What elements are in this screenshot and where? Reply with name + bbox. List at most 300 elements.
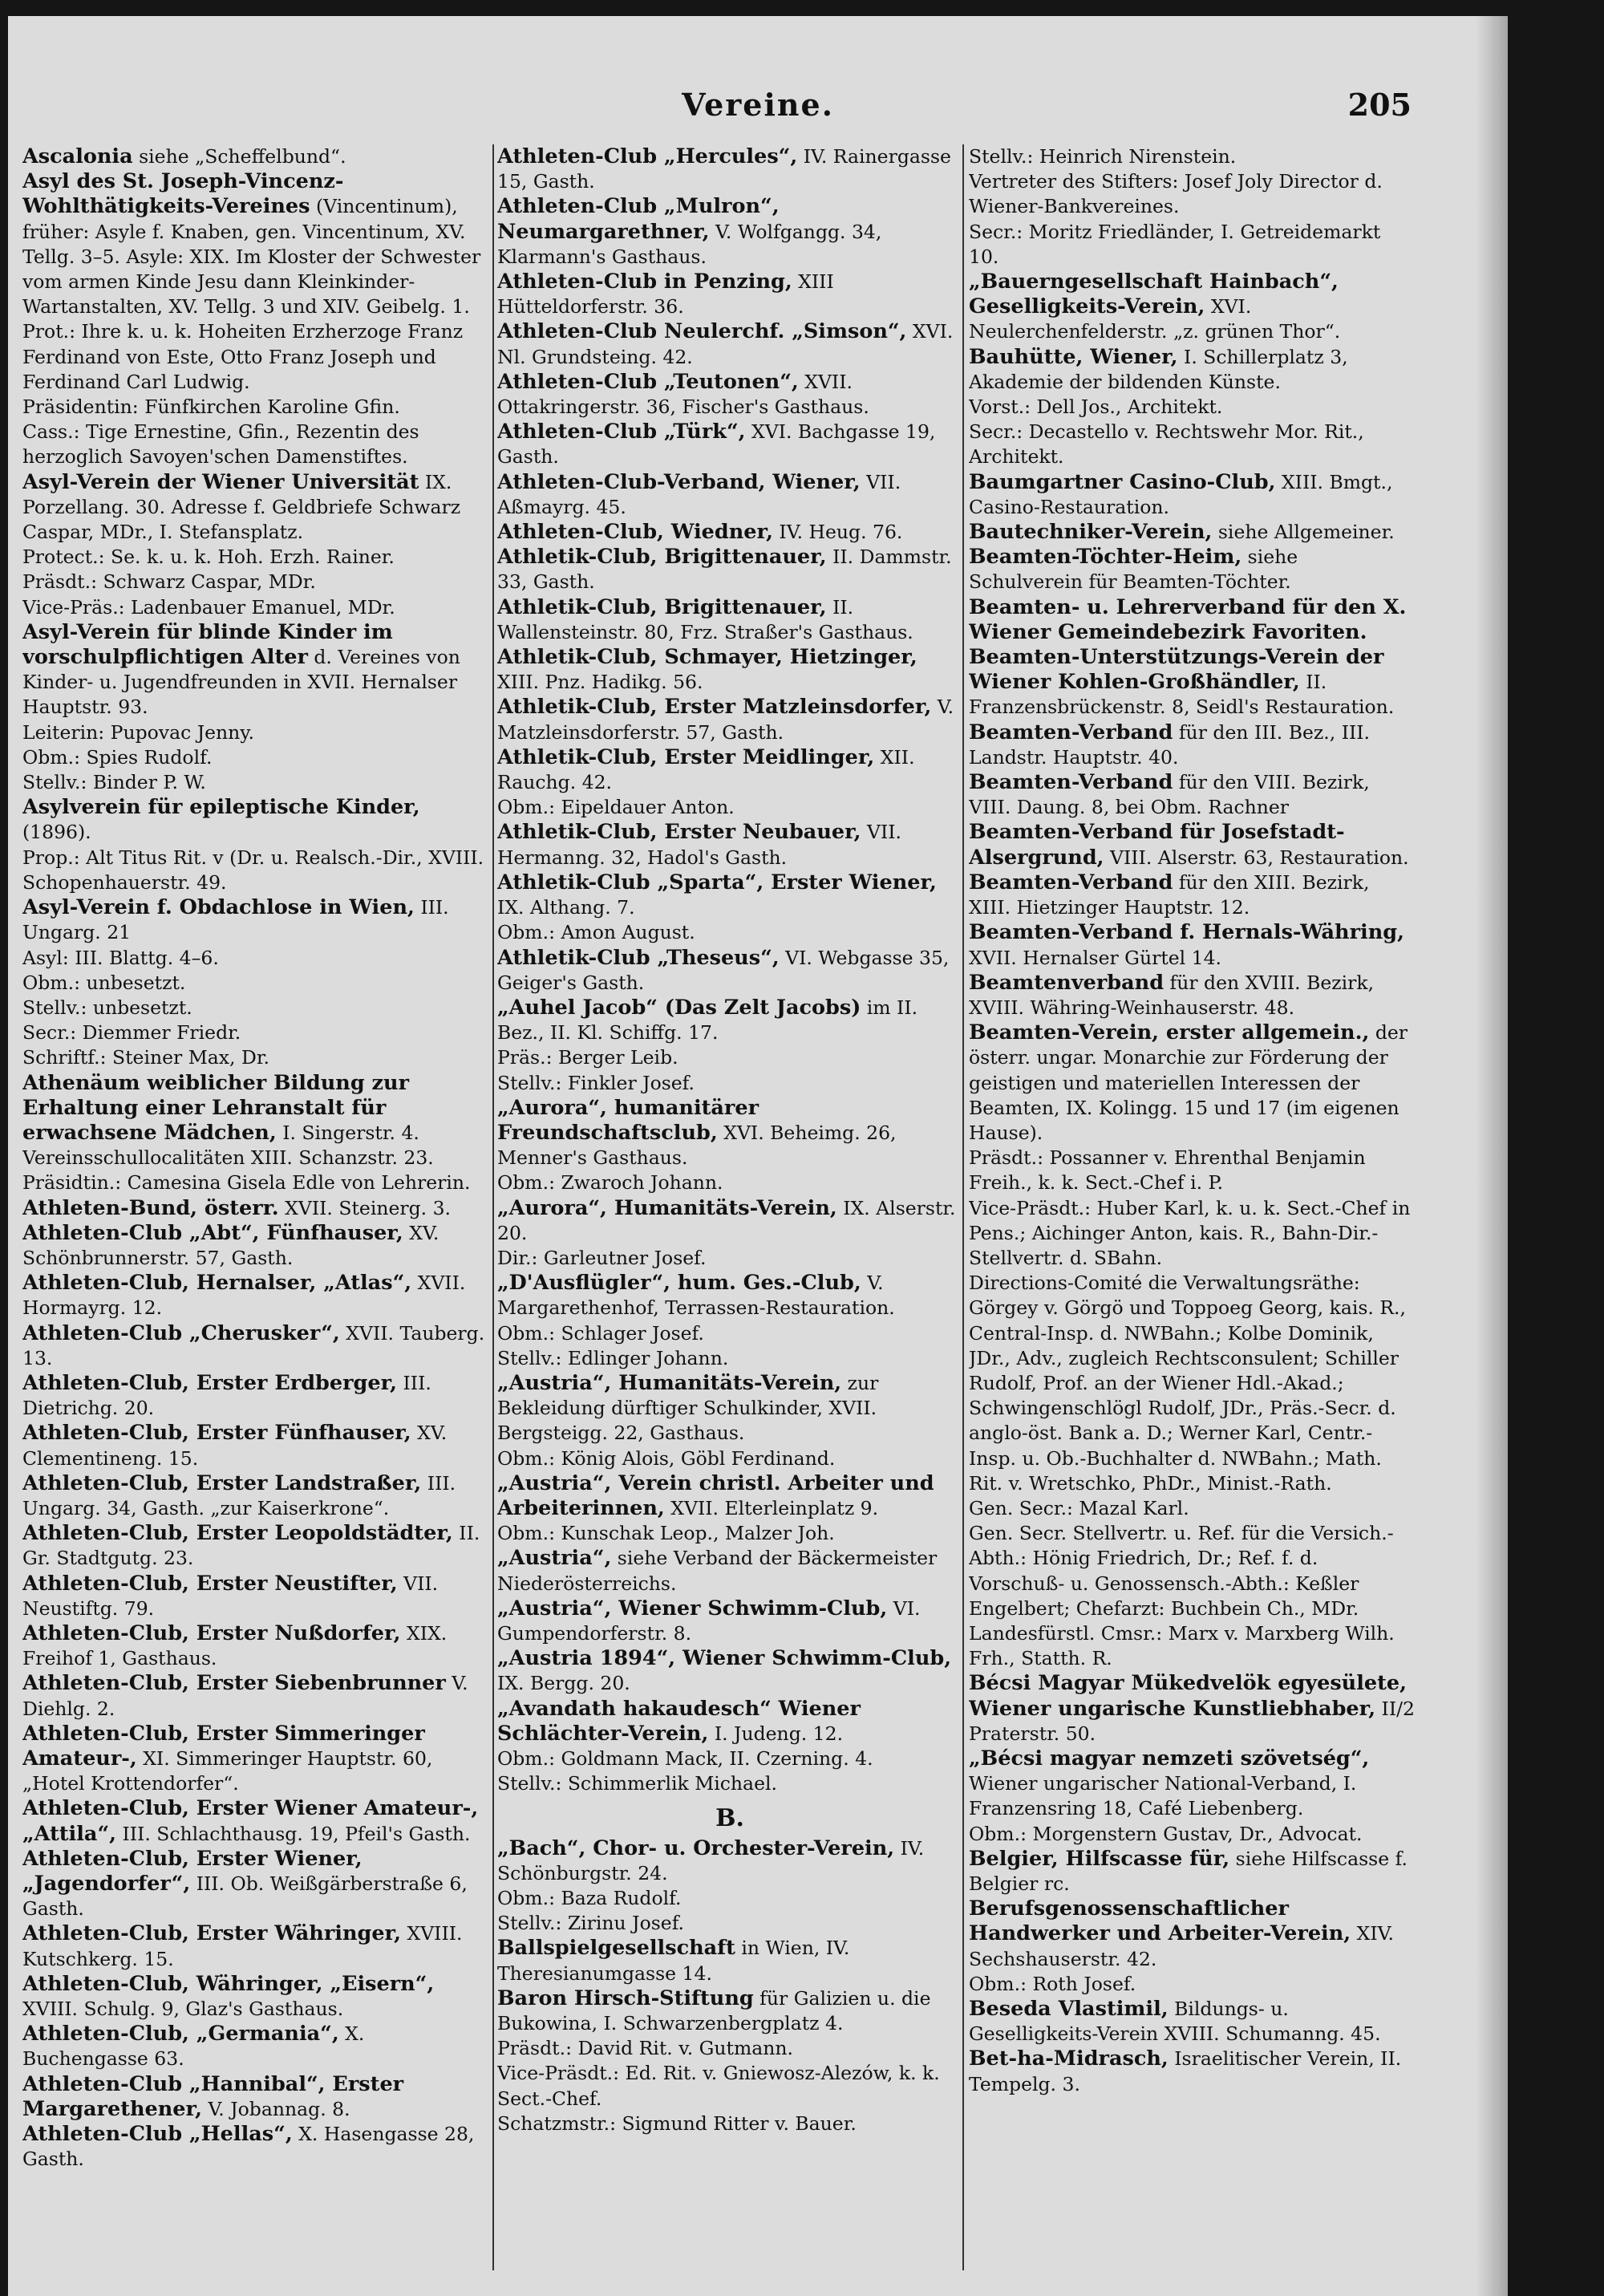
entry-title: Athleten-Club „Hellas“,	[22, 2122, 293, 2147]
entry-text: Stellv.: Binder P. W.	[22, 771, 206, 794]
directory-entry	[22, 1671, 488, 1721]
entry-title: Athleten-Club, Erster Wiener, „Jagendorfer“,	[22, 1846, 363, 1896]
directory-entry	[969, 1196, 1415, 1272]
entry-title: Ballspielgesellschaft	[497, 1936, 735, 1961]
entry-text: Obm.: Zwaroch Johann.	[497, 1171, 723, 1195]
entry-title: Athletik-Club, Brigittenauer,	[497, 594, 827, 619]
directory-entry	[969, 645, 1415, 720]
entry-title: „Austria 1894“, Wiener Schwimm-Club,	[497, 1646, 952, 1671]
entry-text: XVIII. Schulg. 9, Glaz's Gasthaus.	[22, 1998, 344, 2021]
entry-text: II. Dammstr. 33, Gasth.	[497, 546, 952, 594]
entry-title: Athleten-Club „Hercules“,	[497, 144, 798, 168]
directory-entry	[22, 169, 488, 319]
directory-entry	[22, 1321, 488, 1371]
entry-text: XIII. Pnz. Hadikg. 56.	[497, 671, 703, 694]
entry-title: Beamten-Verband	[969, 870, 1173, 894]
directory-entry	[969, 1271, 1415, 1496]
entry-text: Obm.: Morgenstern Gustav, Dr., Advocat.	[969, 1822, 1363, 1845]
directory-entry	[969, 144, 1415, 169]
directory-entry	[969, 2047, 1415, 2096]
entry-text: X. Buchengasse 63.	[22, 2022, 365, 2071]
entry-text: XV. Schönbrunnerstr. 57, Gasth.	[22, 1221, 439, 1269]
entry-text: VIII. Alserstr. 63, Restauration.	[1104, 846, 1409, 869]
entry-text: für Galizien u. die Bukowina, I. Schwarzenbergplatz 4.	[497, 1986, 931, 2035]
directory-entry	[22, 1521, 488, 1571]
entry-title: „Austria“, Wiener Schwimm-Club,	[497, 1596, 888, 1621]
entry-title: Athleten-Club, „Germania“,	[22, 2022, 339, 2047]
entry-text: VI. Webgasse 35, Geiger's Gasth.	[497, 946, 950, 994]
entry-title: Asyl-Verein f. Obdachlose in Wien,	[22, 895, 415, 920]
directory-entry	[969, 169, 1415, 219]
entry-text: IV. Rainergasse 15, Gasth.	[497, 145, 951, 193]
entry-text: XVII. Ottakringerstr. 36, Fischer's Gasthaus.	[497, 370, 869, 419]
entry-text: Leiterin: Pupovac Jenny.	[22, 720, 254, 744]
entry-text: zur Bekleidung dürftiger Schulkinder, XVII. Bergsteigg. 22, Gasthaus.	[497, 1371, 879, 1445]
directory-entry	[969, 1496, 1415, 1521]
entry-title: „D'Ausflügler“, hum. Ges.-Club,	[497, 1271, 861, 1296]
entry-title: Athletik-Club, Erster Neubauer,	[497, 820, 861, 845]
entry-text: II. Wallensteinstr. 80, Frz. Straßer's Gasthaus.	[497, 595, 913, 643]
directory-entry	[497, 1170, 962, 1195]
directory-entry	[969, 720, 1415, 770]
directory-entry	[497, 1371, 962, 1446]
directory-entry	[497, 745, 962, 795]
directory-entry	[497, 1986, 962, 2036]
column-middle	[497, 144, 962, 2278]
entry-text: V. Wolfgangg. 34, Klarmann's Gasthaus.	[497, 220, 882, 268]
directory-entry	[497, 1271, 962, 1320]
directory-entry	[22, 1271, 488, 1320]
entry-title: Beamten-Töchter-Heim,	[969, 545, 1242, 570]
entry-text: siehe Hilfscasse f. Belgier rc.	[969, 1847, 1408, 1896]
entry-title: Athleten-Club, Erster Fünfhauser,	[22, 1421, 411, 1446]
directory-entry	[22, 946, 488, 971]
entry-title: Bécsi Magyar Mükedvelök egyesülete, Wiener ungarische Kunstliebhaber,	[969, 1671, 1408, 1721]
entry-text: IX. Bergg. 20.	[497, 1672, 630, 1695]
entry-text: Präsidentin: Fünfkirchen Karoline Gfin.	[22, 396, 400, 419]
directory-entry	[497, 1521, 962, 1546]
directory-entry	[497, 1836, 962, 1886]
entry-text: Schriftf.: Steiner Max, Dr.	[22, 1046, 269, 1069]
entry-text: (Vincentinum), früher: Asyle f. Knaben, gen. Vincentinum, XV. Tellg. 3–5. Asyle: XIX. Im Kloster der Schwester vom armen Kinde Jesu dann Kleinkinder-Wartanstalten, XV. Tellg. 3 und XIV. Geibelg. 1.	[22, 195, 481, 318]
directory-entry	[22, 420, 488, 469]
entry-text: Obm.: Roth Josef.	[969, 1972, 1136, 1995]
directory-entry	[22, 1371, 488, 1421]
entry-text: XVII. Hormayrg. 12.	[22, 1272, 466, 1320]
directory-entry	[969, 1521, 1415, 1621]
entry-title: „Auhel Jacob“ (Das Zelt Jacobs)	[497, 995, 861, 1020]
entry-text: siehe Verband der Bäckermeister Niederösterreichs.	[497, 1547, 938, 1595]
directory-entry	[22, 1572, 488, 1621]
entry-text: V. Jobannag. 8.	[201, 2097, 350, 2120]
entry-text: Directions-Comité die Verwaltungsräthe: Görgey v. Görgö und Toppoeg Georg, kais. R., Central-Insp. d. NWBahn.; Kolbe Dominik, JDr., Adv., zugleich Rechtsconsulent; Schiller Rudolf, Prof. an der Wiener Hdl.-Akad.; Schwingenschlögl Rudolf, JDr., Präs.-Secr. d. anglo-öst. Bank a. D.; Werner Karl, Centr.-Insp. u. Ob.-Buchhalter d. NWBahn.; Math. Rit. v. Wretschko, PhDr., Minist.-Rath.	[969, 1272, 1406, 1495]
directory-entry	[497, 1346, 962, 1371]
directory-entry	[969, 1621, 1415, 1671]
entry-text: Obm.: Amon August.	[497, 921, 695, 944]
directory-entry	[22, 395, 488, 420]
entry-text: Stellv.: Schimmerlik Michael.	[497, 1772, 777, 1795]
directory-entry	[497, 1246, 962, 1271]
entry-text: I. Schillerplatz 3, Akademie der bildenden Künste.	[969, 345, 1348, 393]
entry-text: XVII. Hernalser Gürtel 14.	[969, 946, 1222, 969]
entry-text: Landesfürstl. Cmsr.: Marx v. Marxberg Wilh. Frh., Statth. R.	[969, 1621, 1395, 1670]
entry-title: Athleten-Club, Erster Leopoldstädter,	[22, 1521, 453, 1546]
entry-text: IX. Porzellang. 30. Adresse f. Geldbriefe Schwarz Caspar, MDr., I. Stefansplatz.	[22, 470, 461, 544]
entry-title: „Bécsi magyar nemzeti szövetség“,	[969, 1746, 1370, 1771]
entry-title: Athleten-Club, Hernalser, „Atlas“,	[22, 1271, 412, 1296]
directory-entry	[497, 1936, 962, 1986]
directory-entry	[22, 144, 488, 169]
entry-title: Athleten-Club, Erster Währinger,	[22, 1921, 401, 1946]
entry-text: XVII. Tauberg. 13.	[22, 1321, 485, 1369]
directory-entry	[22, 2022, 488, 2071]
directory-entry	[969, 470, 1415, 520]
entry-text: Präsidtin.: Camesina Gisela Edle von Lehrerin.	[22, 1171, 471, 1195]
directory-entry	[22, 720, 488, 745]
entry-text: XVI. Bachgasse 19, Gasth.	[497, 420, 936, 469]
directory-entry	[22, 745, 488, 770]
directory-entry	[969, 1997, 1415, 2047]
entry-title: Athleten-Club „Abt“, Fünfhauser,	[22, 1220, 403, 1245]
directory-entry	[22, 470, 488, 546]
directory-entry	[22, 2122, 488, 2172]
entry-text: für den VIII. Bezirk, VIII. Daung. 8, bei Obm. Rachner	[969, 771, 1370, 819]
entry-text: XIX. Freihof 1, Gasthaus.	[22, 1621, 448, 1670]
entry-text: III. Schlachthausg. 19, Pfeil's Gasth.	[116, 1822, 471, 1845]
entry-text: Asyl: III. Blattg. 4–6.	[22, 946, 219, 969]
directory-entry	[22, 1972, 488, 2022]
entry-text: XVI. Nl. Grundsteing. 42.	[497, 320, 954, 368]
directory-entry	[497, 1746, 962, 1771]
entry-text: II/2 Praterstr. 50.	[969, 1697, 1415, 1745]
directory-entry	[497, 2036, 962, 2061]
directory-entry	[497, 2061, 962, 2111]
directory-entry	[22, 971, 488, 996]
entry-title: Athleten-Club „Türk“,	[497, 420, 746, 444]
directory-entry	[497, 795, 962, 820]
directory-entry	[497, 1546, 962, 1596]
entry-text: Stellv.: Zirinu Josef.	[497, 1912, 685, 1935]
entry-title: Athleten-Club, Erster Nußdorfer,	[22, 1621, 401, 1645]
entry-title: Athletik-Club, Erster Meidlinger,	[497, 744, 875, 769]
entry-text: IX. Althang. 7.	[497, 896, 635, 919]
directory-entry	[969, 395, 1415, 420]
directory-entry	[497, 520, 962, 545]
entry-title: Athleten-Club, Erster Erdberger,	[22, 1370, 398, 1395]
directory-entry	[22, 1045, 488, 1070]
entry-title: „Bach“, Chor- u. Orchester-Verein,	[497, 1836, 895, 1860]
entry-title: „Aurora“, humanitärer Freundschaftsclub,	[497, 1095, 759, 1145]
entry-text: XVI. Neulerchenfelderstr. „z. grünen Thor“.	[969, 295, 1341, 343]
entry-title: Athleten-Club „Hannibal“, Erster Margarethener,	[22, 2071, 404, 2121]
entry-text: III. Ungarg. 21	[22, 896, 449, 944]
entry-text: Obm.: Baza Rudolf.	[497, 1887, 682, 1910]
directory-entry	[969, 545, 1415, 594]
entry-text: XVI. Beheimg. 26, Menner's Gasthaus.	[497, 1121, 897, 1170]
entry-text: im II. Bez., II. Kl. Schiffg. 17.	[497, 996, 918, 1045]
directory-entry	[22, 545, 488, 570]
directory-entry	[22, 1020, 488, 1045]
entry-text: Protect.: Se. k. u. k. Hoh. Erzh. Rainer.	[22, 546, 395, 569]
directory-entry	[22, 996, 488, 1020]
entry-text: V. Diehlg. 2.	[22, 1672, 468, 1720]
entry-text: XV. Clementineng. 15.	[22, 1422, 448, 1470]
entry-text: III. Ungarg. 34, Gasth. „zur Kaiserkrone“.	[22, 1471, 456, 1519]
entry-text: VII. Neustiftg. 79.	[22, 1572, 439, 1620]
entry-title: Athleten-Club, Erster Siebenbrunner	[22, 1671, 446, 1696]
entry-text: Schatzmstr.: Sigmund Ritter v. Bauer.	[497, 2111, 857, 2135]
directory-entry	[497, 920, 962, 945]
directory-entry	[969, 1146, 1415, 1195]
entry-text: Cass.: Tige Ernestine, Gfin., Rezentin des herzoglich Savoyen'schen Damenstiftes.	[22, 420, 419, 469]
directory-entry	[497, 1646, 962, 1696]
entry-text: Israelitischer Verein, II. Tempelg. 3.	[969, 2047, 1402, 2095]
entry-text: IX. Alserstr. 20.	[497, 1196, 956, 1244]
entry-text: II. Franzensbrückenstr. 8, Seidl's Restauration.	[969, 671, 1395, 719]
section-heading: B.	[715, 1804, 744, 1833]
directory-entry	[22, 1471, 488, 1521]
entry-title: Athleten-Club-Verband, Wiener,	[497, 469, 861, 494]
entry-text: Stellv.: Finkler Josef.	[497, 1071, 695, 1094]
entry-title: „Aurora“, Humanitäts-Verein,	[497, 1195, 837, 1220]
directory-entry	[497, 144, 962, 194]
entry-text: Wiener ungarischer National-Verband, I. Franzensring 18, Café Liebenberg.	[969, 1772, 1357, 1820]
entry-text: Bildungs- u. Geselligkeits-Verein XVIII. Schumanng. 45.	[969, 1998, 1381, 2046]
entry-title: Beamten-Unterstützungs-Verein der Wiener Kohlen-Großhändler,	[969, 645, 1384, 695]
entry-text: Stellv.: Heinrich Nirenstein.	[969, 145, 1237, 168]
entry-title: Asyl-Verein der Wiener Universität	[22, 469, 419, 494]
entry-text: siehe „Scheffelbund“.	[132, 145, 346, 168]
entry-text: für den III. Bez., III. Landstr. Hauptstr. 40.	[969, 720, 1371, 769]
entry-text: Prop.: Alt Titus Rit. v (Dr. u. Realsch.-Dir., XVIII. Schopenhauerstr. 49.	[22, 846, 484, 894]
directory-entry	[969, 1896, 1415, 1972]
entry-text: siehe Schulverein für Beamten-Töchter.	[969, 546, 1298, 594]
entry-title: Athleten-Club, Erster Simmeringer Amateur-,	[22, 1721, 425, 1771]
entry-text: d. Vereines von Kinder- u. Jugendfreunden in XVII. Hernalser Hauptstr. 93.	[22, 646, 460, 719]
entry-text: Obm.: Spies Rudolf.	[22, 745, 213, 769]
entry-text: IV. Heug. 76.	[772, 521, 903, 544]
directory-entry	[497, 1196, 962, 1246]
entry-title: Beamten-Verband	[969, 720, 1173, 744]
directory-entry	[22, 1170, 488, 1195]
directory-entry	[22, 2072, 488, 2122]
directory-entry	[22, 1847, 488, 1922]
entry-text: III. Ob. Weißgärberstraße 6, Gasth.	[22, 1872, 468, 1921]
entry-title: Athleten-Club „Teutonen“,	[497, 369, 799, 394]
directory-entry	[497, 695, 962, 744]
entry-title: „Avandath hakaudesch“ Wiener Schlächter-Verein,	[497, 1696, 861, 1746]
entry-title: Asyl-Verein für blinde Kinder im vorschulpflichtigen Alter	[22, 619, 393, 670]
directory-entry	[969, 270, 1415, 345]
entry-title: Athletik-Club „Theseus“,	[497, 945, 780, 970]
entry-title: Athleten-Club, Währinger, „Eisern“,	[22, 1971, 435, 1996]
directory-entry	[22, 1921, 488, 1971]
directory-entry	[22, 319, 488, 395]
directory-entry	[22, 620, 488, 720]
page-header	[8, 87, 1508, 143]
entry-text: Präsdt.: Possanner v. Ehrenthal Benjamin Freih., k. k. Sect.-Chef i. P.	[969, 1146, 1366, 1195]
directory-entry	[497, 1596, 962, 1646]
entry-text: IV. Schönburgstr. 24.	[497, 1836, 925, 1884]
entry-title: Athletik-Club, Erster Matzleinsdorfer,	[497, 695, 932, 720]
entry-text: Stellv.: unbesetzt.	[22, 996, 192, 1019]
directory-entry	[22, 570, 488, 594]
entry-title: Baron Hirsch-Stiftung	[497, 1986, 754, 2010]
entry-title: Belgier, Hilfscasse für,	[969, 1846, 1230, 1871]
entry-title: Athleten-Club in Penzing,	[497, 270, 792, 294]
directory-entry	[22, 1621, 488, 1671]
directory-entry	[22, 1722, 488, 1797]
entry-title: Berufsgenossenschaftlicher Handwerker und Arbeiter-Verein,	[969, 1896, 1351, 1946]
entry-text: in Wien, IV. Theresianumgasse 14.	[497, 1937, 850, 1985]
entry-text: XI. Simmeringer Hauptstr. 60, „Hotel Krottendorfer“.	[22, 1747, 433, 1795]
column-left	[22, 144, 488, 2278]
entry-title: Athleten-Bund, österr.	[22, 1195, 279, 1220]
entry-title: Beseda Vlastimil,	[969, 1997, 1169, 2022]
directory-entry	[22, 1221, 488, 1271]
entry-text: Vice-Präsdt.: Huber Karl, k. u. k. Sect.-Chef in Pens.; Aichinger Anton, kais. R., Bahn-Dir.-Stellvertr. d. SBahn.	[969, 1196, 1411, 1269]
entry-title: Beamten- u. Lehrerverband für den X. Wiener Gemeindebezirk Favoriten.	[969, 594, 1407, 644]
entry-title: „Austria“,	[497, 1546, 612, 1571]
entry-title: Athletik-Club, Schmayer, Hietzinger,	[497, 645, 917, 670]
entry-title: Athleten-Club, Erster Landstraßer,	[22, 1470, 422, 1495]
entry-text: V. Matzleinsdorferstr. 57, Gasth.	[497, 696, 954, 744]
entry-text: Präsdt.: Schwarz Caspar, MDr.	[22, 570, 316, 594]
entry-title: Athleten-Club Neulerchf. „Simson“,	[497, 319, 907, 344]
entry-text: I. Singerstr. 4. Vereinsschullocalitäten XIII. Schanzstr. 23.	[22, 1121, 434, 1170]
directory-entry	[497, 420, 962, 469]
directory-entry	[22, 1196, 488, 1221]
directory-entry	[497, 996, 962, 1045]
entry-text: Vorst.: Dell Jos., Architekt.	[969, 396, 1223, 419]
entry-title: Baumgartner Casino-Club,	[969, 469, 1276, 494]
entry-text: XII. Rauchg. 42.	[497, 745, 915, 794]
directory-entry	[497, 1045, 962, 1070]
entry-title: Beamten-Verband f. Hernals-Währing,	[969, 920, 1404, 945]
entry-text: der österr. ungar. Monarchie zur Förderung der geistigen und materiellen Interessen der Beamten, IX. Kolingg. 15 und 17 (im eigenen Hause).	[969, 1021, 1408, 1144]
entry-text: I. Judeng. 12.	[708, 1722, 844, 1745]
entry-text: Secr.: Moritz Friedländer, I. Getreidemarkt 10.	[969, 220, 1381, 268]
directory-entry	[969, 220, 1415, 270]
entry-title: Athleten-Club, Erster Neustifter,	[22, 1571, 398, 1596]
directory-entry	[969, 870, 1415, 920]
entry-text: V. Margarethenhof, Terrassen-Restauration.	[497, 1272, 895, 1320]
directory-entry	[969, 1746, 1415, 1822]
directory-entry	[497, 270, 962, 319]
entry-text: XVII. Elterleinplatz 9.	[664, 1496, 879, 1519]
directory-entry	[497, 1771, 962, 1796]
directory-entry	[969, 520, 1415, 545]
directory-entry	[22, 770, 488, 795]
entry-title: „Austria“, Verein christl. Arbeiter und Arbeiterinnen,	[497, 1470, 934, 1520]
entry-title: Athleten-Club „Mulron“, Neumargarethner,	[497, 194, 780, 244]
directory-entry	[497, 820, 962, 870]
directory-entry	[497, 1071, 962, 1096]
directory-entry	[969, 971, 1415, 1020]
entry-text: XIII. Bmgt., Casino-Restauration.	[969, 470, 1393, 518]
directory-entry	[497, 194, 962, 270]
entry-text: Secr.: Decastello v. Rechtswehr Mor. Rit., Architekt.	[969, 420, 1364, 469]
entry-title: Bet-ha-Midrasch,	[969, 2047, 1169, 2071]
directory-entry	[969, 345, 1415, 395]
directory-entry	[22, 1796, 488, 1846]
entry-text: siehe Allgemeiner.	[1212, 521, 1395, 544]
directory-entry	[497, 1697, 962, 1746]
entry-text: Obm.: Goldmann Mack, II. Czerning. 4.	[497, 1747, 873, 1770]
entry-text: Obm.: unbesetzt.	[22, 971, 186, 994]
entry-title: „Austria“, Humanitäts-Verein,	[497, 1370, 842, 1395]
directory-entry	[497, 645, 962, 695]
entry-text: für den XVIII. Bezirk, XVIII. Währing-Weinhauserstr. 48.	[969, 971, 1375, 1019]
page-number: 205	[1347, 87, 1412, 123]
entry-text: VII. Hermanng. 32, Hadol's Gasth.	[497, 821, 902, 869]
entry-title: Ascalonia	[22, 144, 133, 168]
entry-text: Präsdt.: David Rit. v. Gutmann.	[497, 2037, 794, 2060]
directory-entry	[969, 1847, 1415, 1896]
entry-text: (1896).	[22, 821, 91, 844]
entry-text: XVII. Steinerg. 3.	[278, 1196, 452, 1219]
directory-entry	[969, 420, 1415, 469]
directory-entry	[969, 1671, 1415, 1746]
entry-text: Dir.: Garleutner Josef.	[497, 1246, 707, 1269]
directory-entry	[969, 920, 1415, 970]
entry-title: Athleten-Club, Wiedner,	[497, 520, 773, 545]
directory-entry	[22, 895, 488, 945]
column-divider	[962, 144, 964, 2270]
entry-text: Prot.: Ihre k. u. k. Hoheiten Erzherzoge Franz Ferdinand von Este, Otto Franz Joseph und Ferdinand Carl Ludwig.	[22, 320, 464, 393]
directory-entry	[497, 319, 962, 369]
directory-entry	[497, 470, 962, 520]
directory-entry	[22, 595, 488, 620]
directory-entry	[497, 595, 962, 645]
directory-entry	[497, 1321, 962, 1346]
directory-entry	[22, 795, 488, 845]
entry-text: XVIII. Kutschkerg. 15.	[22, 1922, 463, 1970]
directory-entry	[969, 820, 1415, 870]
entry-text: XIII Hütteldorferstr. 36.	[497, 270, 834, 318]
entry-title: Beamtenverband	[969, 970, 1165, 995]
directory-entry	[497, 1096, 962, 1171]
directory-entry	[497, 370, 962, 420]
directory-entry	[497, 1471, 962, 1521]
entry-title: Athleten-Club, Erster Wiener Amateur-, „Attila“,	[22, 1796, 479, 1846]
entry-text: VII. Aßmayrg. 45.	[497, 470, 901, 518]
directory-entry	[497, 2111, 962, 2136]
directory-entry	[22, 1071, 488, 1171]
entry-title: Bautechniker-Verein,	[969, 520, 1213, 545]
directory-entry	[969, 595, 1415, 645]
entry-text: III. Dietrichg. 20.	[22, 1371, 431, 1420]
entry-text: Obm.: Schlager Josef.	[497, 1321, 704, 1345]
entry-text: II. Gr. Stadtgutg. 23.	[22, 1522, 480, 1570]
directory-entry	[22, 1421, 488, 1470]
document-page	[8, 16, 1508, 2296]
entry-text: Obm.: König Alois, Göbl Ferdinand.	[497, 1446, 836, 1470]
entry-title: „Bauerngesellschaft Hainbach“, Geselligkeits-Verein,	[969, 270, 1339, 319]
entry-title: Beamten-Verein, erster allgemein.,	[969, 1020, 1370, 1045]
column-right	[969, 144, 1415, 2278]
directory-entry	[969, 770, 1415, 820]
directory-entry	[497, 1886, 962, 1911]
column-divider	[492, 144, 494, 2270]
entry-text: Obm.: Kunschak Leop., Malzer Joh.	[497, 1522, 835, 1545]
page-title: Vereine.	[682, 87, 834, 123]
entry-text: Vice-Präs.: Ladenbauer Emanuel, MDr.	[22, 595, 395, 619]
entry-text: Stellv.: Edlinger Johann.	[497, 1346, 729, 1369]
directory-entry	[497, 946, 962, 996]
entry-title: Bauhütte, Wiener,	[969, 344, 1178, 369]
directory-entry	[22, 846, 488, 895]
